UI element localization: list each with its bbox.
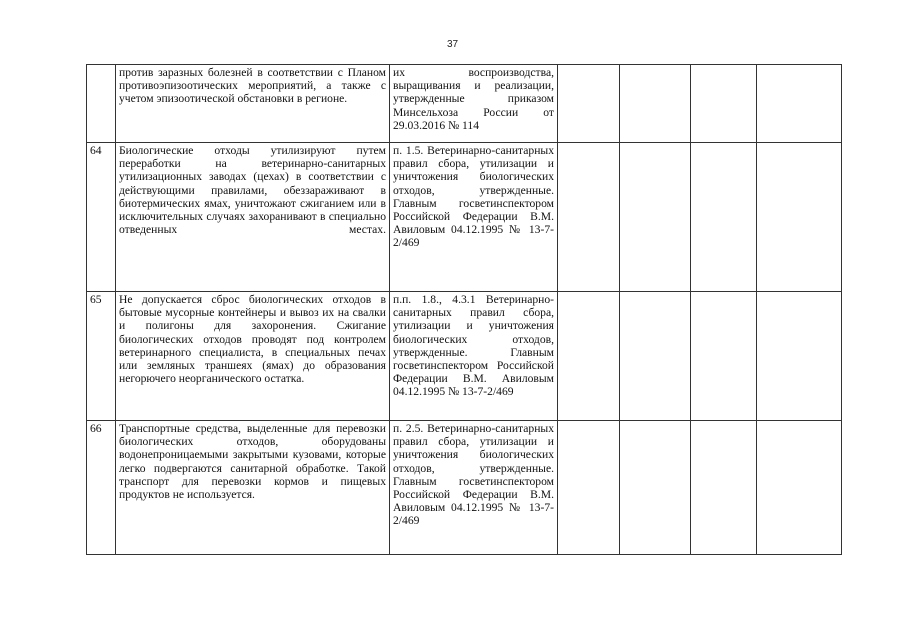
row-number: 65	[87, 292, 116, 421]
table-row	[87, 65, 842, 143]
legal-reference: п. 2.5. Ветеринарно-санитарных правил сбора, утилизации и уничтожения биологических отходов, утвержденные. Главным госветинспектором Российской Федерации В.М. Авиловым 04.12.1995 № 13-7-2/469	[390, 421, 558, 555]
table-row	[87, 143, 842, 292]
row-number: 66	[87, 421, 116, 555]
answer-no-cell[interactable]	[620, 65, 691, 143]
answer-no-cell[interactable]	[620, 421, 691, 555]
legal-reference: п. 1.5. Ветеринарно-санитарных правил сбора, утилизации и уничтожения биологических отходов, утвержденные. Главным госветинспектором Российской Федерации В.М. Авиловым 04.12.1995 № 13-7-2/469	[390, 143, 558, 292]
table-row	[87, 292, 842, 421]
requirement-text: Транспортные средства, выделенные для перевозки биологических отходов, оборудованы водонепроницаемыми закрытыми кузовами, которые легко подвергаются санитарной обработке. Такой транспорт для перевозки кормов и пищевых продуктов не используется.	[116, 421, 390, 555]
answer-yes-cell[interactable]	[558, 143, 620, 292]
legal-reference: их воспроизводства, выращивания и реализации, утвержденные приказом Минсельхоза России от 29.03.2016 № 114	[390, 65, 558, 143]
not-applicable-cell[interactable]	[691, 143, 757, 292]
not-applicable-cell[interactable]	[691, 421, 757, 555]
page-number: 37	[446, 39, 459, 50]
answer-yes-cell[interactable]	[558, 292, 620, 421]
requirement-text: Не допускается сброс биологических отходов в бытовые мусорные контейнеры и вывоз их на свалки и полигоны для захоронения. Сжигание биологических отходов проводят под контролем ветеринарного специалиста, в специальных печах или земляных траншеях (ямах) до образования негорючего неорганического остатка.	[116, 292, 390, 421]
answer-no-cell[interactable]	[620, 143, 691, 292]
requirement-text: против заразных болезней в соответствии с Планом противоэпизоотических мероприятий, а также с учетом эпизоотической обстановки в регионе.	[116, 65, 390, 143]
table-row	[87, 421, 842, 555]
row-number	[87, 65, 116, 143]
not-applicable-cell[interactable]	[691, 292, 757, 421]
checklist-table	[86, 64, 842, 555]
row-number: 64	[87, 143, 116, 292]
answer-yes-cell[interactable]	[558, 65, 620, 143]
legal-reference: п.п. 1.8., 4.3.1 Ветеринарно-санитарных правил сбора, утилизации и уничтожения биологических отходов, утвержденные. Главным госветинспектором Российской Федерации В.М. Авиловым 04.12.1995 № 13-7-2/469	[390, 292, 558, 421]
note-cell[interactable]	[757, 292, 842, 421]
note-cell[interactable]	[757, 421, 842, 555]
answer-yes-cell[interactable]	[558, 421, 620, 555]
requirement-text: Биологические отходы утилизируют путем переработки на ветеринарно-санитарных утилизационных заводах (цехах) в соответствии с действующими правилами, обеззараживают в биотермических ямах, уничтожают сжиганием или в исключительных случаях захоранивают в специально отведенных местах.	[116, 143, 390, 292]
note-cell[interactable]	[757, 143, 842, 292]
note-cell[interactable]	[757, 65, 842, 143]
not-applicable-cell[interactable]	[691, 65, 757, 143]
answer-no-cell[interactable]	[620, 292, 691, 421]
